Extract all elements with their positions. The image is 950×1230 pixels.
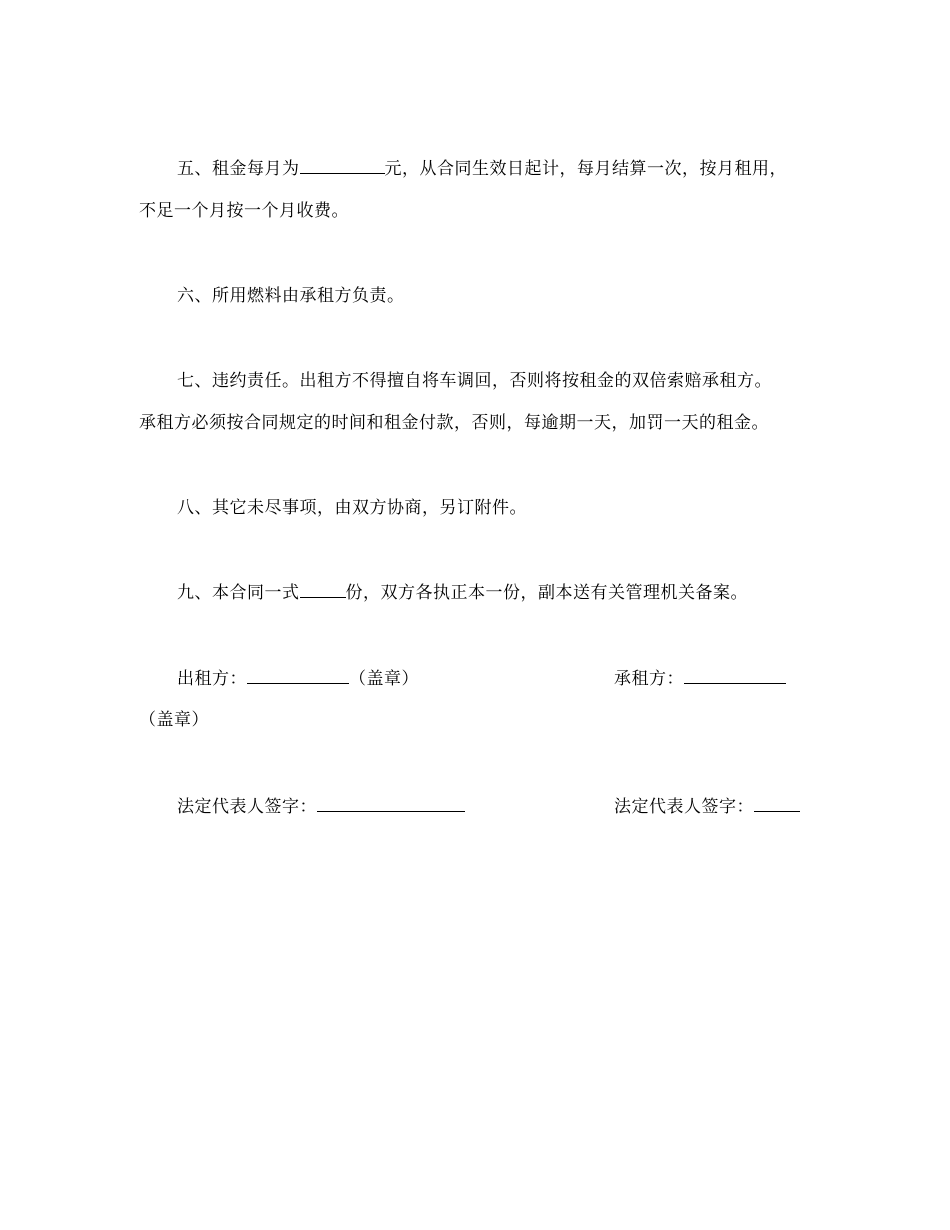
lessee-label: 承租方： [614, 669, 684, 689]
clause-8: 八、其它未尽事项，由双方协商，另订附件。 [177, 498, 527, 518]
clause-9-text-before: 九、本合同一式 [177, 583, 300, 603]
lessor-rep-blank [317, 795, 465, 812]
lessor-signature-line [177, 667, 419, 690]
clause-9 [177, 581, 748, 604]
lessee-signature-line [614, 667, 786, 690]
lessor-name-blank [247, 667, 349, 684]
lessor-rep-signature-line [177, 795, 465, 818]
clause-7-line-1: 七、违约责任。出租方不得擅自将车调回，否则将按租金的双倍索赔承租方。 [177, 371, 772, 391]
copies-count-blank [300, 581, 346, 598]
lessee-name-blank [684, 667, 786, 684]
clause-5-text-before: 五、租金每月为 [177, 159, 300, 179]
lessee-seal: （盖章） [139, 710, 209, 730]
clause-6: 六、所用燃料由承租方负责。 [177, 286, 405, 306]
clause-7-line-2: 承租方必须按合同规定的时间和租金付款，否则，每逾期一天，加罚一天的租金。 [139, 413, 769, 433]
lessor-label: 出租方： [177, 669, 247, 689]
clause-5-text-after: 元，从合同生效日起计，每月结算一次，按月租用， [384, 159, 787, 179]
lessee-rep-label: 法定代表人签字： [614, 797, 754, 817]
lessor-seal: （盖章） [349, 669, 419, 689]
lessor-rep-label: 法定代表人签字： [177, 797, 317, 817]
lessee-rep-blank [754, 795, 800, 812]
clause-9-text-after: 份，双方各执正本一份，副本送有关管理机关备案。 [345, 583, 748, 603]
clause-5-line-2: 不足一个月按一个月收费。 [139, 201, 349, 221]
lessee-rep-signature-line [614, 795, 800, 818]
clause-5-line-1 [177, 157, 787, 180]
rent-amount-blank [300, 157, 385, 174]
